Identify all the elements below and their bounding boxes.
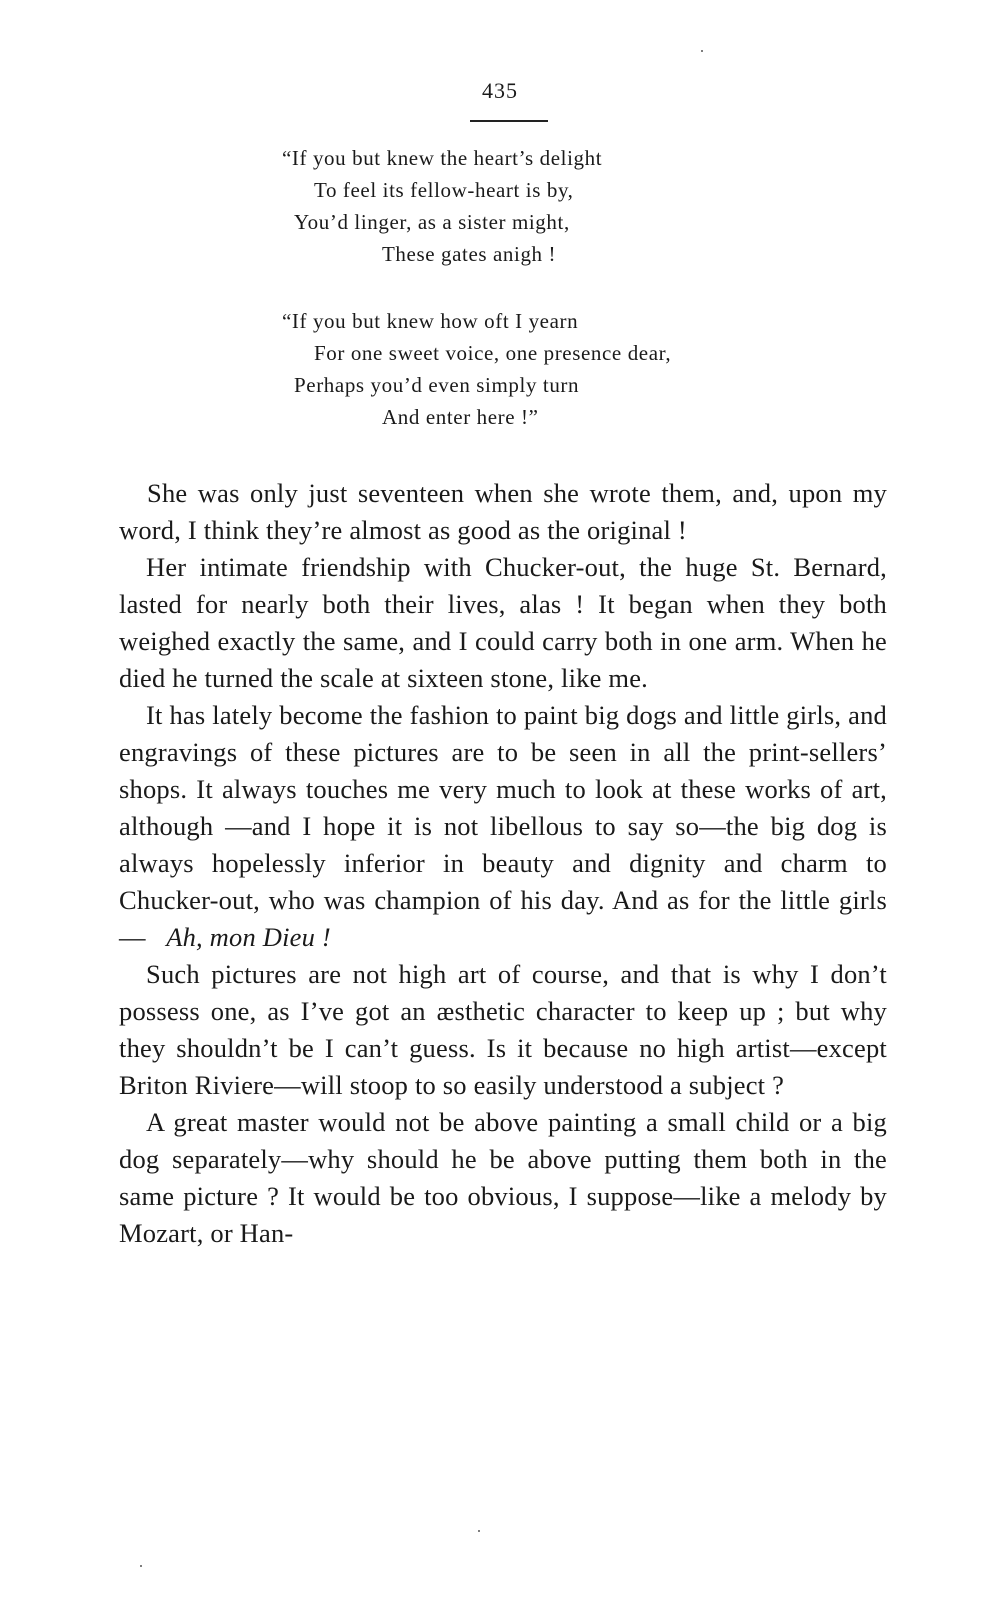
poem-line: You’d linger, as a sister might, [294,210,570,234]
poem-line: “If you but knew how oft I yearn [282,309,579,333]
poem-line: To feel its fellow-heart is by, [314,178,574,202]
paragraph: A great master would not be above painting a small child or a big dog separately—why should he be above putting them both in the same picture ? It would be too obvious, I suppose—like a melody by Mozart, or Han- [119,1107,887,1248]
paper-speck [478,1530,480,1532]
paragraph: She was only just seventeen when she wrote them, and, upon my word, I think they’re almost as good as the original ! [119,478,887,545]
poem-stanza-1 [270,142,830,270]
poem-stanza-2 [270,305,830,433]
paper-speck [701,50,703,52]
poem-line: For one sweet voice, one presence dear, [314,341,672,365]
poem-line: And enter here !” [382,405,539,429]
body-text [119,475,887,1252]
paragraph [119,697,887,956]
header-rule [470,120,548,122]
poem-line: Perhaps you’d even simply turn [294,373,580,397]
paragraph: Her intimate friendship with Chucker-out, the huge St. Bernard, lasted for nearly both their lives, alas ! It began when they both weighed exactly the same, and I could carry both in one arm. When he died he turned the scale at sixteen stone, like me. [119,552,887,693]
page-number: 435 [482,78,518,103]
paragraph: Such pictures are not high art of course, and that is why I don’t possess one, as I’ve got an æsthetic character to keep up ; but why they shouldn’t be I can’t guess. Is it because no high artist—except Briton Riviere—will stoop to so easily understood a subject ? [119,959,887,1100]
paper-speck [140,1565,142,1567]
poem-line: These gates anigh ! [382,242,557,266]
paragraph-text: It has lately become the fashion to paint big dogs and little girls, and engravings of these pictures are to be seen in all the print-sellers’ shops. It always touches me very much to look at these works of art, although —and I hope it is not libellous to say so—the big dog is always hopelessly inferior in beauty and dignity and charm to Chucker-out, who was champion of his day. And as for the little girls— [119,700,887,952]
italic-exclamation: Ah, mon Dieu ! [166,922,331,952]
poem-line: “If you but knew the heart’s delight [282,146,603,170]
